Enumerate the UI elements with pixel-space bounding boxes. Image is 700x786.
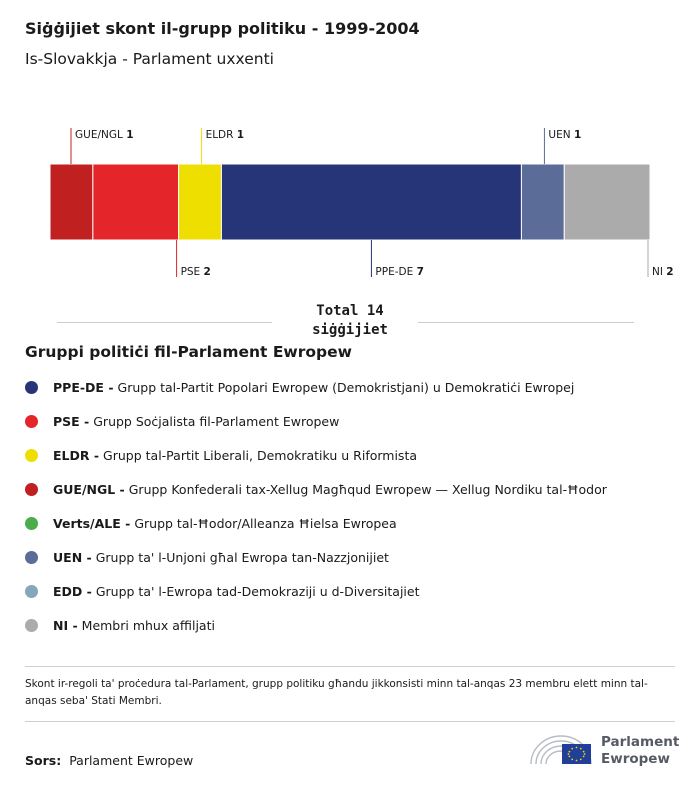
- bar-uen: [521, 164, 564, 240]
- stacked-bar-chart: [0, 110, 700, 290]
- chart-title: Siġġijiet skont il-grupp politiku - 1999-2004: [25, 19, 420, 38]
- legend-item: [25, 370, 607, 404]
- logo-text: [601, 734, 679, 768]
- data-label: PPE-DE 7: [375, 266, 424, 278]
- legend: [25, 370, 607, 642]
- legend-desc: Grupp tal-Ħodor/Alleanza Ħielsa Ewropea: [134, 515, 397, 531]
- hemicycle-flag-icon: [529, 730, 595, 766]
- legend-item: [25, 540, 607, 574]
- legend-desc: Grupp Konfederali tax-Xellug Magħqud Ewropew — Xellug Nordiku tal-Ħodor: [128, 481, 607, 497]
- source-value: Parlament Ewropew: [69, 753, 194, 768]
- legend-swatch: [25, 483, 38, 496]
- legend-swatch: [25, 585, 38, 598]
- legend-abbr: UEN -: [53, 549, 92, 565]
- legend-desc: Grupp ta' l-Unjoni għal Ewropa tan-Nazzjonijiet: [95, 549, 389, 565]
- data-label: GUE/NGL 1: [75, 129, 134, 141]
- legend-desc: Grupp tal-Partit Liberali, Demokratiku u Riformista: [103, 447, 418, 463]
- legend-desc: Grupp ta' l-Ewropa tad-Demokraziji u d-Diversitajiet: [95, 583, 420, 599]
- data-label: PSE 2: [180, 266, 211, 278]
- data-label: UEN 1: [548, 129, 582, 141]
- legend-item: [25, 574, 607, 608]
- legend-swatch: [25, 415, 38, 428]
- legend-desc: Membri mhux affiljati: [81, 617, 215, 633]
- legend-title: Gruppi politiċi fil-Parlament Ewropew: [25, 343, 352, 361]
- legend-item: [25, 404, 607, 438]
- total-value: 14: [366, 303, 384, 319]
- legend-item: [25, 608, 607, 642]
- total-divider-left: [57, 322, 272, 323]
- chart-subtitle: Is-Slovakkja - Parlament uxxenti: [25, 50, 274, 68]
- legend-abbr: ELDR -: [53, 447, 100, 463]
- legend-item: [25, 438, 607, 472]
- total-prefix: Total: [316, 303, 359, 319]
- bar-segments: [50, 164, 650, 240]
- bar-gue-ngl: [50, 164, 93, 240]
- bar-ni: [564, 164, 650, 240]
- legend-desc: Grupp tal-Partit Popolari Ewropew (Demokristjani) u Demokratiċi Ewropej: [117, 379, 575, 395]
- logo-line1: Parlament: [601, 734, 680, 750]
- total-divider-right: [418, 322, 634, 323]
- legend-swatch: [25, 619, 38, 632]
- legend-swatch: [25, 381, 38, 394]
- legend-item: [25, 506, 607, 540]
- legend-item: [25, 472, 607, 506]
- legend-abbr: PSE -: [53, 413, 90, 429]
- logo-line2: Ewropew: [601, 751, 670, 767]
- legend-abbr: NI -: [53, 617, 78, 633]
- legend-swatch: [25, 517, 38, 530]
- legend-abbr: GUE/NGL -: [53, 481, 125, 497]
- data-label: ELDR 1: [205, 129, 245, 141]
- legend-desc: Grupp Soċjalista fil-Parlament Ewropew: [93, 413, 340, 429]
- bar-pse: [93, 164, 179, 240]
- source-label: Sors:: [25, 753, 62, 768]
- legend-swatch: [25, 551, 38, 564]
- legend-swatch: [25, 449, 38, 462]
- european-parliament-logo: [529, 730, 679, 766]
- bar-eldr: [179, 164, 222, 240]
- data-label: NI 2: [652, 266, 674, 278]
- legend-abbr: PPE-DE -: [53, 379, 114, 395]
- legend-abbr: Verts/ALE -: [53, 515, 131, 531]
- bar-ppe-de: [221, 164, 521, 240]
- total-seats-label: [270, 302, 430, 340]
- legend-abbr: EDD -: [53, 583, 92, 599]
- total-unit: siġġijiet: [312, 322, 388, 338]
- footnote: Skont ir-regoli ta' proċedura tal-Parlament, grupp politiku għandu jikkonsisti minn tal-anqas 23 membru elett minn tal-anqas seba' Stati Membri.: [25, 666, 675, 722]
- source-line: [25, 753, 193, 768]
